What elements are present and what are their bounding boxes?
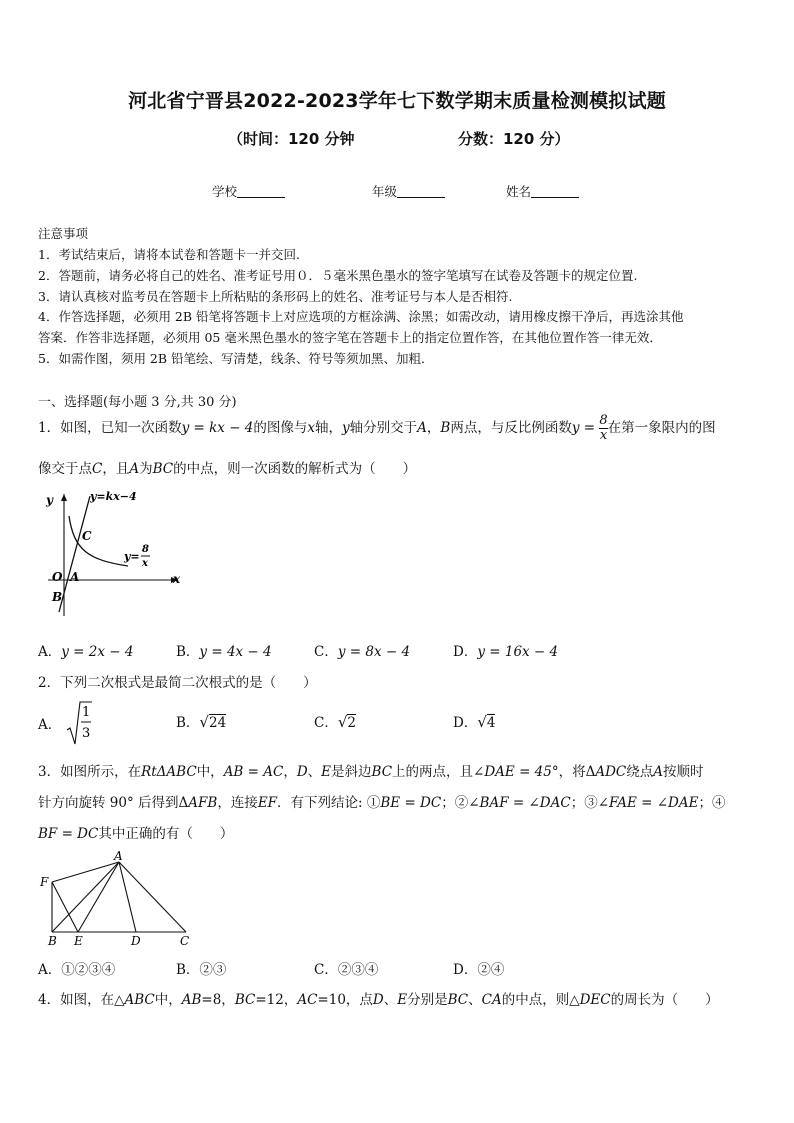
note-2: 2．答题前，请务必将自己的姓名、准考证号用０．５毫米黑色墨水的签字笔填写在试卷及答题卡的规定位置.: [38, 268, 638, 283]
question-3-line-1: 3．如图所示，在RtΔABC中，AB = AC，D、E是斜边BC上的两点，且∠DAE = 45°，将ΔADC绕点A按顺时: [38, 764, 704, 780]
grade-blank: [397, 185, 445, 198]
note-4b: 答案．作答非选择题，必须用 05 毫米黑色墨水的签字笔在答题卡上的指定位置作答，在其他位置作答一律无效．: [38, 330, 662, 345]
exam-time: （时间：120 分钟: [228, 130, 355, 148]
fig1-curve-num: 8: [142, 544, 149, 555]
q1-option-a: A．y = 2x − 4: [38, 644, 134, 660]
note-3: 3．请认真核对监考员在答题卡上所粘贴的条形码上的姓名、准考证号与本人是否相符.: [38, 289, 513, 304]
fig3-label-B: B: [48, 934, 57, 948]
school-blank: [237, 185, 285, 198]
fig3-label-E: E: [74, 934, 83, 948]
question-3-figure: [36, 848, 196, 948]
section-heading: 一、选择题(每小题 3 分,共 30 分): [38, 395, 237, 410]
note-5: 5．如需作图，须用 2B 铅笔绘、写清楚，线条、符号等须加黑、加粗．: [38, 351, 434, 366]
school-label: 学校: [212, 184, 238, 199]
q3-option-d: D．②④: [453, 962, 505, 978]
q2-option-c: C．√2: [314, 713, 356, 731]
svg-text:3: 3: [81, 726, 90, 741]
fig1-label-B: B: [52, 590, 63, 604]
fraction-8-over-x: $\frac{8}{x}$: [599, 413, 608, 443]
svg-text:1: 1: [81, 705, 90, 720]
fig1-label-x: x: [173, 572, 181, 586]
fig1-curve-label: y=: [124, 550, 140, 563]
q3-option-a: A．①②③④: [38, 962, 116, 978]
question-4-text: 4．如图，在△ABC中，AB=8，BC=12，AC=10，点D、E分别是BC、CA的中点，则△DEC的周长为（ ）: [38, 992, 719, 1008]
segment-FE: [52, 882, 78, 932]
note-1: 1．考试结束后，请将本试卷和答题卡一并交回.: [38, 247, 300, 262]
note-4a: 4．作答选择题，必须用 2B 铅笔将答题卡上对应选项的方框涂满、涂黑；如需改动，请用橡皮擦干净后，再选涂其他: [38, 309, 684, 324]
grade-label: 年级: [372, 184, 398, 199]
y-axis-arrow: [61, 494, 67, 501]
name-label: 姓名: [506, 184, 532, 199]
fig3-label-F: F: [40, 875, 49, 889]
fig1-curve-den: x: [142, 558, 148, 569]
fig3-label-A: A: [114, 849, 123, 863]
notes-heading: 注意事项: [38, 226, 89, 241]
fig1-line-label: y=kx−4: [90, 490, 137, 503]
question-3-line-3: BF = DC其中正确的有（ ）: [38, 826, 234, 842]
q2-option-d: D．√4: [453, 713, 496, 731]
question-3-line-2: 针方向旋转 90° 后得到ΔAFB，连接EF．有下列结论: ①BE = DC；②∠BAF = ∠DAC；③∠FAE = ∠DAE；④: [38, 795, 726, 811]
q1-option-c: C．y = 8x − 4: [314, 644, 411, 660]
question-1-figure: [38, 488, 188, 618]
page-title: 河北省宁晋县2022-2023学年七下数学期末质量检测模拟试题: [128, 90, 666, 112]
question-1-line-2: 像交于点C，且A为BC的中点，则一次函数的解析式为（ ）: [38, 461, 417, 477]
q3-option-c: C．②③④: [314, 962, 379, 978]
segment-AC: [119, 862, 186, 932]
q1-option-d: D．y = 16x − 4: [453, 644, 559, 660]
fig3-label-C: C: [180, 934, 190, 948]
name-blank: [531, 185, 579, 198]
fig1-label-O: O: [52, 570, 63, 584]
q2-option-a: A． 1 3: [38, 700, 92, 746]
fig1-label-A: A: [70, 570, 80, 584]
grade-field: [372, 182, 445, 200]
q1-option-b: B．y = 4x − 4: [176, 644, 272, 660]
question-2-text: 2．下列二次根式是最简二次根式的是（ ）: [38, 675, 317, 691]
sqrt-1-over-3: [66, 700, 92, 746]
school-field: [212, 182, 285, 200]
question-1-line-1: 1．如图，已知一次函数y = kx − 4的图像与x轴，y轴分别交于A，B两点，与反比例函数y = $\frac{8}{x}$ 在第一象限内的图: [38, 413, 716, 443]
segment-AD: [119, 862, 136, 932]
name-field: [506, 182, 579, 200]
fig1-label-y: y: [46, 493, 53, 507]
fig1-label-C: C: [82, 529, 92, 543]
exam-score: 分数：120 分）: [458, 130, 570, 148]
q3-option-b: B．②③: [176, 962, 227, 978]
fig3-label-D: D: [131, 934, 141, 948]
q2-option-b: B．√24: [176, 713, 227, 731]
